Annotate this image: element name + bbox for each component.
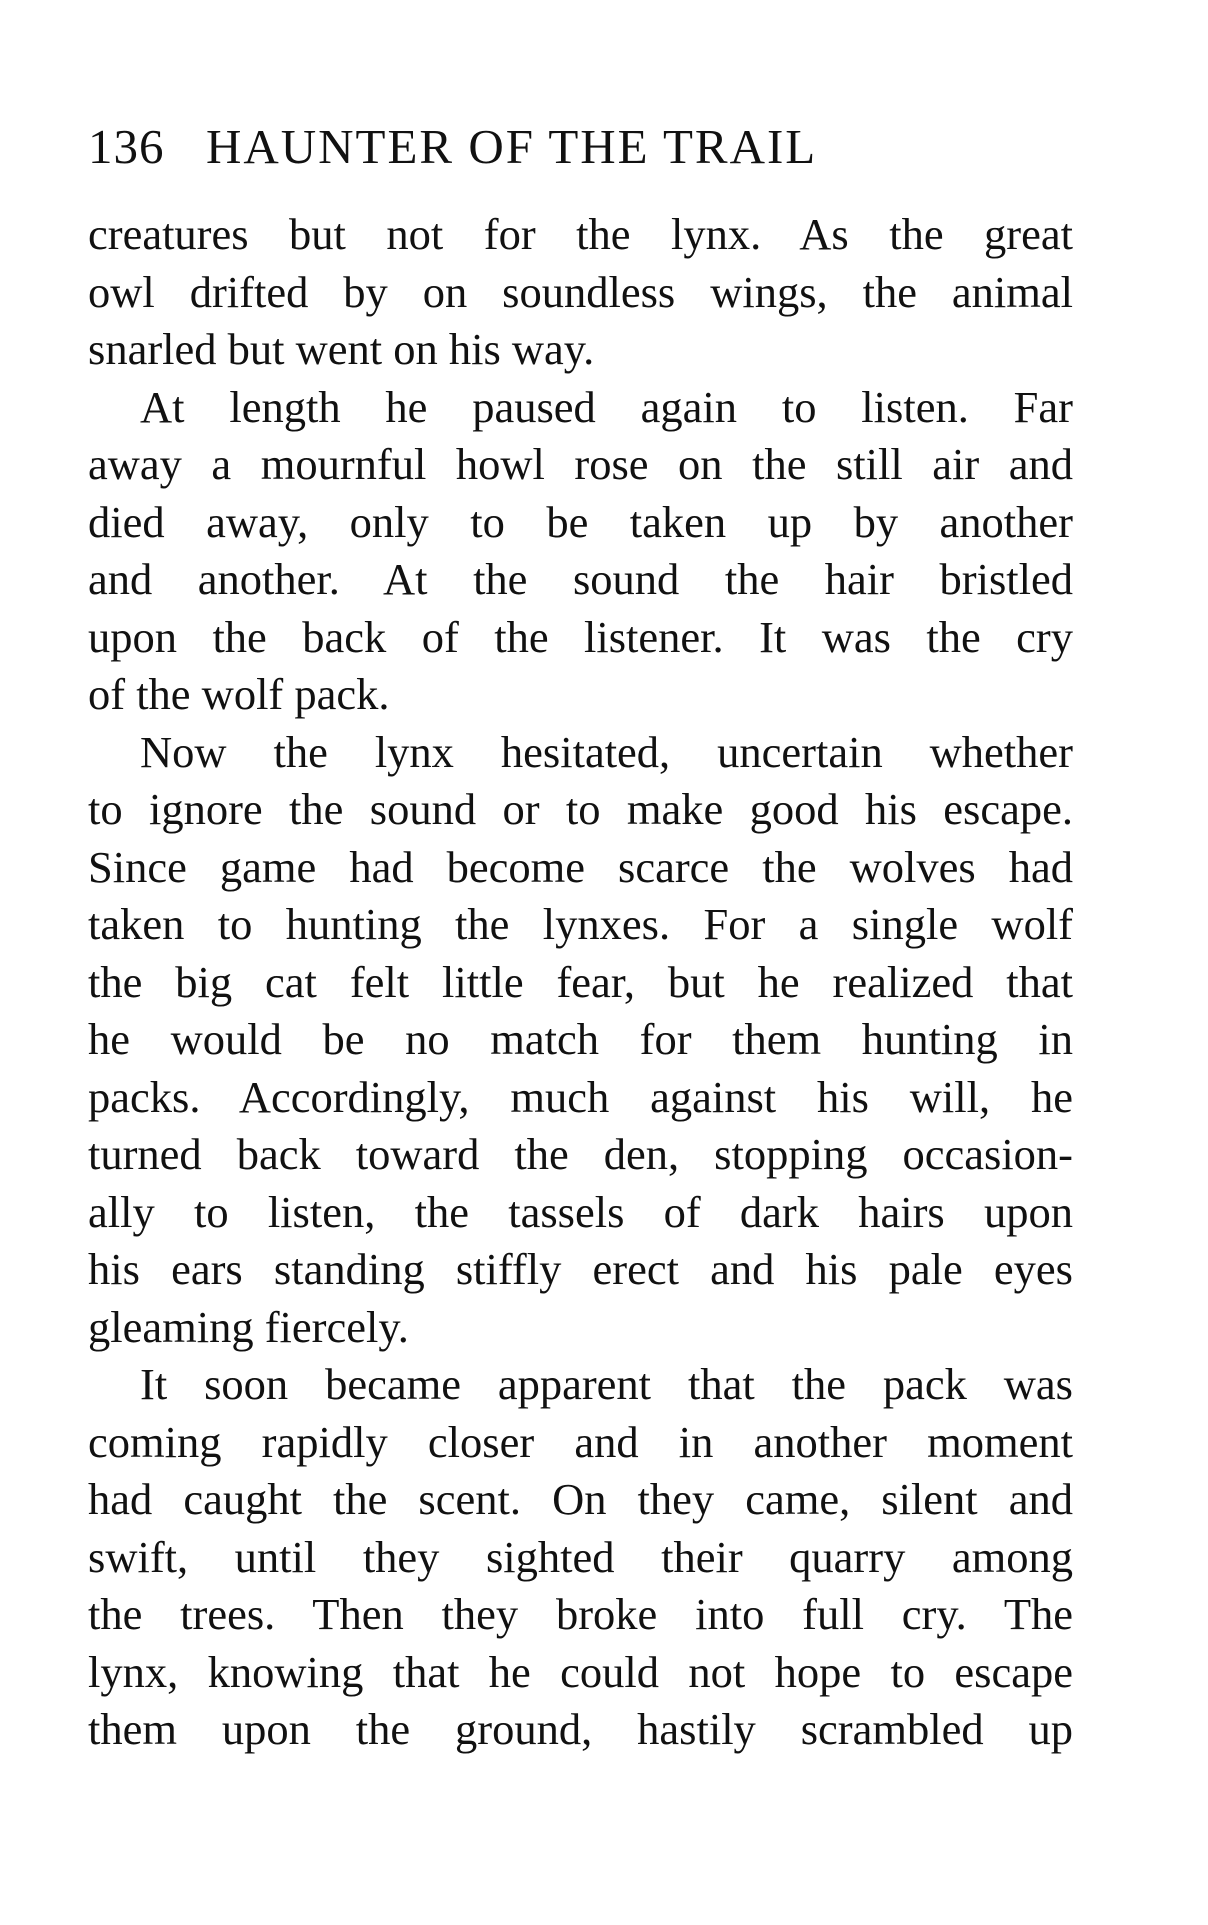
text-line: Since game had become scarce the wolves had bbox=[88, 841, 1073, 892]
text-line: ally to listen, the tassels of dark hairs upon bbox=[88, 1186, 1073, 1237]
text-line: away a mournful howl rose on the still air and bbox=[88, 439, 1073, 489]
text-line: It soon became apparent that the pack was bbox=[140, 1359, 1073, 1409]
text-line: coming rapidly closer and in another moment bbox=[88, 1416, 1073, 1467]
text-line: he would be no match for them hunting in bbox=[88, 1014, 1073, 1064]
text-line: creatures but not for the lynx. As the great bbox=[88, 209, 1073, 259]
text-line: his ears standing stiffly erect and his pale eyes bbox=[88, 1244, 1073, 1294]
text-line: upon the back of the listener. It was the cry bbox=[88, 611, 1073, 662]
paragraph bbox=[88, 206, 1073, 379]
paragraph bbox=[88, 724, 1073, 1357]
text-line: At length he paused again to listen. Far bbox=[140, 381, 1073, 432]
text-line: packs. Accordingly, much against his will, he bbox=[88, 1071, 1073, 1122]
text-line: gleaming fiercely. bbox=[88, 1301, 409, 1352]
book-page bbox=[88, 118, 1073, 1759]
text-line: had caught the scent. On they came, silent and bbox=[88, 1474, 1073, 1524]
text-line: the trees. Then they broke into full cry. The bbox=[88, 1589, 1073, 1639]
text-line: snarled but went on his way. bbox=[88, 324, 595, 374]
running-head bbox=[88, 118, 1073, 198]
text-line: the big cat felt little fear, but he realized that bbox=[88, 956, 1073, 1007]
paragraph bbox=[88, 1356, 1073, 1759]
text-line: to ignore the sound or to make good his escape. bbox=[88, 784, 1073, 834]
text-line: them upon the ground, hastily scrambled up bbox=[88, 1704, 1073, 1754]
running-title: HAUNTER OF THE TRAIL bbox=[206, 119, 818, 174]
text-line: and another. At the sound the hair bristled bbox=[88, 554, 1073, 604]
body-text bbox=[88, 206, 1073, 1759]
text-line: taken to hunting the lynxes. For a single wolf bbox=[88, 899, 1073, 949]
text-line: turned back toward the den, stopping occasion- bbox=[88, 1129, 1073, 1179]
text-line: of the wolf pack. bbox=[88, 669, 390, 719]
page-number: 136 bbox=[88, 119, 165, 174]
text-line: owl drifted by on soundless wings, the animal bbox=[88, 266, 1073, 317]
text-line: Now the lynx hesitated, uncertain whether bbox=[140, 726, 1073, 777]
paragraph bbox=[88, 379, 1073, 724]
text-line: died away, only to be taken up by another bbox=[88, 496, 1073, 547]
text-line: swift, until they sighted their quarry among bbox=[88, 1531, 1073, 1582]
text-line: lynx, knowing that he could not hope to escape bbox=[88, 1646, 1073, 1697]
